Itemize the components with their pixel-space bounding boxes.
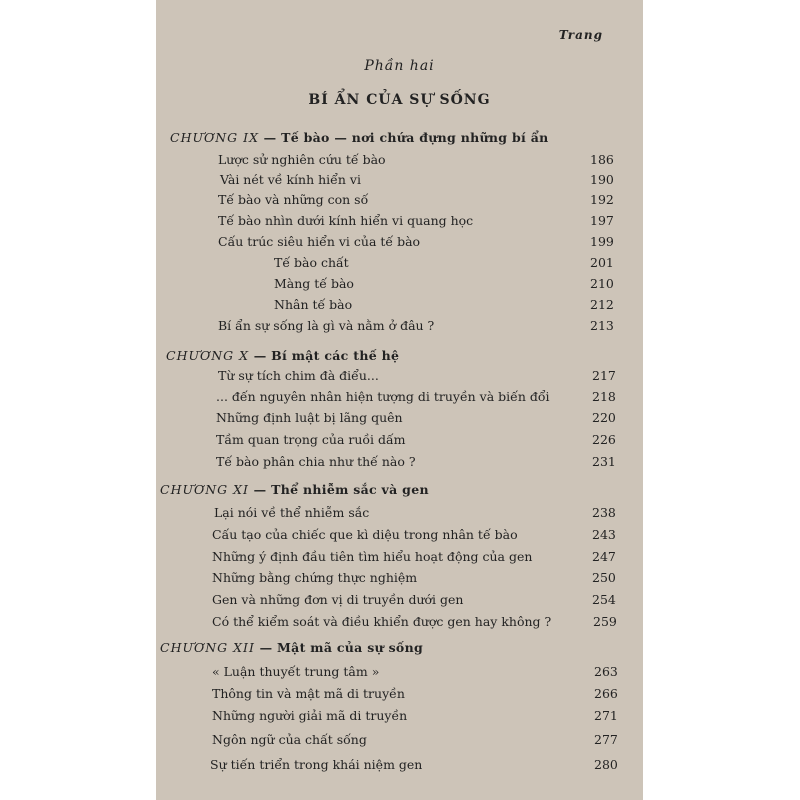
toc-page-number: 247 xyxy=(592,549,616,564)
toc-entry: Cấu trúc siêu hiển vi của tế bào xyxy=(218,234,421,249)
toc-entry: Những ý định đầu tiên tìm hiểu hoạt động của gen xyxy=(212,549,533,564)
part-title: BÍ ẨN CỦA SỰ SỐNG xyxy=(308,92,491,108)
toc-page-number: 212 xyxy=(590,297,614,312)
toc-entry: Tế bào phân chia như thế nào ? xyxy=(216,454,416,469)
toc-entry: Lại nói về thể nhiễm sắc xyxy=(214,505,370,520)
toc-page-number: 238 xyxy=(592,505,616,520)
toc-entry: Những bằng chứng thực nghiệm xyxy=(212,570,418,585)
toc-entry: Lược sử nghiên cứu tế bào xyxy=(218,152,386,167)
toc-page-number: 271 xyxy=(594,708,618,723)
toc-page-number: 277 xyxy=(594,732,618,747)
chapter-label: CHƯƠNG XI xyxy=(160,482,249,497)
chapter-title: Mật mã của sự sống xyxy=(277,640,424,655)
toc-entry: « Luận thuyết trung tâm » xyxy=(212,664,380,679)
chapter-separator: — xyxy=(248,482,272,497)
toc-entry: Có thể kiểm soát và điều khiển được gen hay không ? xyxy=(212,614,552,629)
toc-entry: Những người giải mã di truyền xyxy=(212,708,408,723)
toc-entry: Ngôn ngữ của chất sống xyxy=(212,732,367,747)
toc-page-number: 186 xyxy=(590,152,614,167)
toc-page-number: 217 xyxy=(592,368,616,383)
chapter-title: Thể nhiễm sắc và gen xyxy=(271,482,429,497)
toc-entry: Nhân tế bào xyxy=(274,297,353,312)
toc-entry: Từ sự tích chim đà điểu... xyxy=(218,368,379,383)
chapter-separator: — xyxy=(258,130,282,145)
chapter-heading xyxy=(160,638,643,658)
toc-entry: ... đến nguyên nhân hiện tượng di truyền và biến đổi xyxy=(216,389,550,404)
toc-page-number: 210 xyxy=(590,276,614,291)
toc-page-number: 197 xyxy=(590,213,614,228)
page-column-label: Trang xyxy=(558,28,603,42)
toc-entry: Tế bào nhìn dưới kính hiển vi quang học xyxy=(218,213,474,228)
toc-page-number: 199 xyxy=(590,234,614,249)
chapter-heading xyxy=(160,480,643,500)
toc-page-number: 218 xyxy=(592,389,616,404)
chapter-label: CHƯƠNG XII xyxy=(160,640,255,655)
toc-page-number: 190 xyxy=(590,172,614,187)
toc-page-number: 213 xyxy=(590,318,614,333)
toc-entry: Những định luật bị lãng quên xyxy=(216,410,403,425)
toc-entry: Tế bào và những con số xyxy=(218,192,369,207)
book-page xyxy=(156,0,643,800)
toc-page-number: 243 xyxy=(592,527,616,542)
toc-page-number: 201 xyxy=(590,255,614,270)
chapter-label: CHƯƠNG X xyxy=(166,348,250,363)
toc-page-number: 280 xyxy=(594,757,618,772)
toc-page-number: 259 xyxy=(593,614,617,629)
toc-page-number: 226 xyxy=(592,432,616,447)
chapter-title: Bí mật các thế hệ xyxy=(271,348,400,363)
chapter-heading xyxy=(170,128,643,148)
toc-entry: Tế bào chất xyxy=(274,255,349,270)
toc-entry: Sự tiến triển trong khái niệm gen xyxy=(210,757,423,772)
toc-page-number: 250 xyxy=(592,570,616,585)
chapter-separator: — xyxy=(254,640,278,655)
chapter-label: CHƯƠNG IX xyxy=(170,130,259,145)
toc-entry: Bí ẩn sự sống là gì và nằm ở đâu ? xyxy=(218,318,435,333)
toc-entry: Cấu tạo của chiếc que kì diệu trong nhân tế bào xyxy=(212,527,518,542)
toc-entry: Vài nét về kính hiển vi xyxy=(220,172,361,187)
toc-entry: Thông tin và mật mã di truyền xyxy=(212,686,405,701)
toc-entry: Gen và những đơn vị di truyền dưới gen xyxy=(212,592,464,607)
chapter-separator: — xyxy=(249,348,272,363)
toc-page-number: 254 xyxy=(592,592,616,607)
toc-page-number: 192 xyxy=(590,192,614,207)
toc-entry: Tầm quan trọng của ruồi dấm xyxy=(216,432,406,447)
chapter-heading xyxy=(166,346,643,366)
toc-page-number: 263 xyxy=(594,664,618,679)
part-heading: Phần hai xyxy=(364,58,435,74)
toc-page-number: 220 xyxy=(592,410,616,425)
toc-page-number: 231 xyxy=(592,454,616,469)
chapter-title: Tế bào — nơi chứa đựng những bí ẩn xyxy=(281,130,549,145)
toc-entry: Màng tế bào xyxy=(274,276,354,291)
toc-page-number: 266 xyxy=(594,686,618,701)
